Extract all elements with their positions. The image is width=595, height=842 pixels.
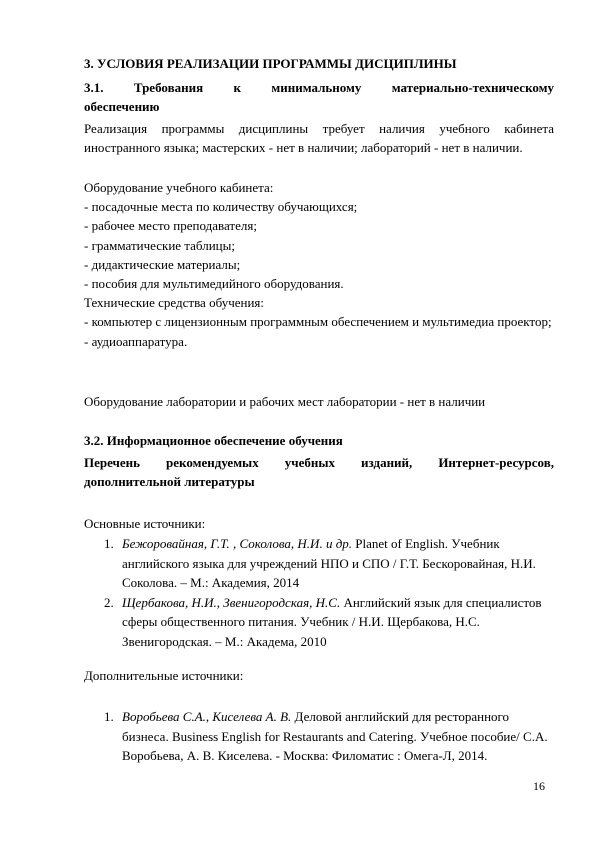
- lab-note: Оборудование лаборатории и рабочих мест лаборатории - нет в наличии: [84, 394, 486, 409]
- equipment-item: - грамматические таблицы;: [84, 237, 235, 253]
- main-sources-title: Основные источники:: [84, 516, 206, 531]
- equipment-item: - пособия для мультимедийного оборудования.: [84, 276, 344, 292]
- requirements-paragraph: Реализация программы дисциплины требует наличия учебного кабинета иностранного языка; мастерских - нет в наличии; лабораторий - нет в наличии.: [84, 121, 554, 156]
- tech-item: - компьютер с лицензионным программным обеспечением и мультимедиа проектор;: [84, 314, 552, 330]
- equipment-item: - рабочее место преподавателя;: [84, 218, 257, 234]
- source-description: Деловой английский для ресторанного бизнеса. Business English for Restaurants and Catering. Учебное пособие/ С.А. Воробьева, А. В. Киселева. - Москва: Филоматис : Омега-Л, 2014.: [122, 709, 548, 764]
- subsection-3-1-heading: [84, 78, 554, 116]
- subsection-3-1-line2: обеспечению: [84, 99, 160, 115]
- list-item: [104, 534, 554, 593]
- equipment-item: - дидактические материалы;: [84, 256, 241, 272]
- tech-title: Технические средства обучения:: [84, 295, 265, 311]
- equipment-block: [84, 178, 554, 351]
- subsection-3-2-subtitle: Перечень рекомендуемых учебных изданий, Интернет-ресурсов, дополнительной литературы: [84, 455, 554, 490]
- source-authors: Воробьева С.А., Киселева А. В.: [122, 709, 292, 724]
- list-number: 1.: [104, 536, 114, 551]
- extra-sources-title: Дополнительные источники:: [84, 668, 244, 683]
- equipment-title: Оборудование учебного кабинета:: [84, 180, 274, 195]
- list-item: [104, 593, 554, 652]
- source-description: Английский язык для специалистов сферы общественного питания. Учебник / Н.И. Щербакова, Н.С. Звенигородская. – М.: Академа, 2010: [122, 594, 542, 649]
- subsection-3-2-title: 3.2. Информационное обеспечение обучения: [84, 433, 343, 448]
- equipment-item: - посадочные места по количеству обучающихся;: [84, 199, 358, 215]
- source-authors: Бежоровайная, Г.Т. , Соколова, Н.И. и др.: [122, 536, 353, 551]
- list-number: 1.: [104, 709, 114, 724]
- source-authors: Щербакова, Н.И., Звенигородская, Н.С.: [122, 594, 341, 610]
- tech-item: - аудиоаппаратура.: [84, 333, 188, 349]
- subsection-3-1-line1: 3.1. Требования к минимальному материально-техническому: [84, 80, 554, 95]
- extra-sources-list: [104, 707, 554, 766]
- page-number: 16: [533, 779, 545, 793]
- main-sources-list: [104, 534, 554, 652]
- list-item: [104, 707, 554, 766]
- list-number: 2.: [104, 594, 114, 610]
- source-description: Planet of English. Учебник английского языка для учреждений НПО и СПО / Г.Т. Бескоровайная, Н.И. Соколова. – М.: Академия, 2014: [122, 536, 536, 591]
- section-title: 3. УСЛОВИЯ РЕАЛИЗАЦИИ ПРОГРАММЫ ДИСЦИПЛИНЫ: [84, 56, 457, 71]
